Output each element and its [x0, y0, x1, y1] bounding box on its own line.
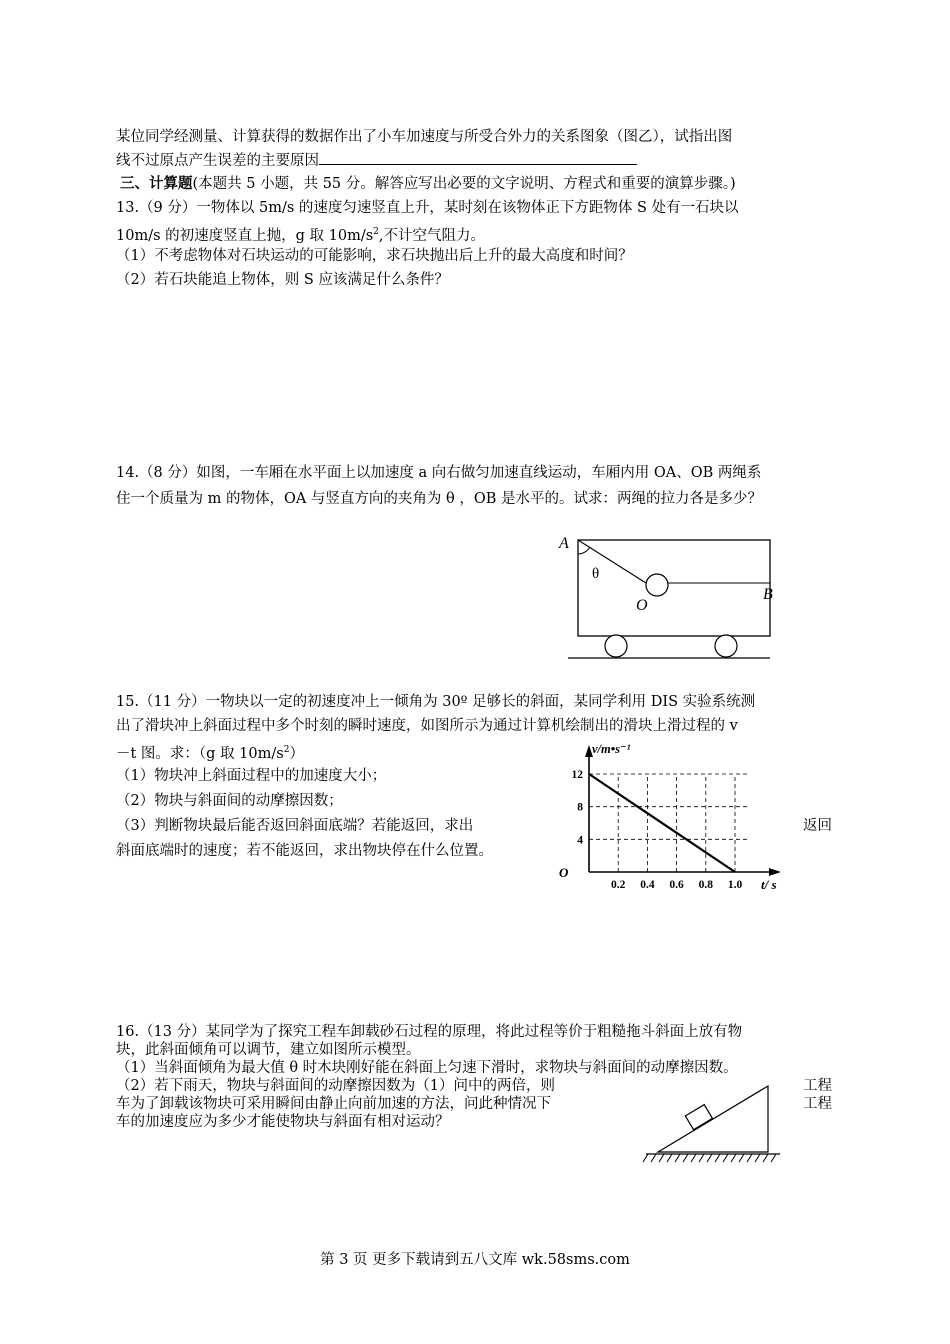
- y-tick-label-1: 8: [577, 801, 583, 814]
- q16-line-1: 16.（13 分）某同学为了探究工程车卸载砂石过程的原理，将此过程等价于粗糙拖斗斜面上放有物: [116, 1024, 743, 1040]
- q15-line-3b: ）: [289, 745, 304, 762]
- q16-sub-3: 车为了卸载该物块可采用瞬间由静止向前加速的方法，问此种情况下: [116, 1096, 551, 1112]
- q13-line-1: 13.（9 分）一物体以 5m/s 的速度匀速竖直上升，某时刻在该物体正下方距物体 S 处有一石块以: [116, 200, 739, 216]
- intro-line-1: 某位同学经测量、计算获得的数据作出了小车加速度与所受合外力的关系图象（图乙），试指出图: [116, 129, 733, 145]
- q15-line-3a: －t 图。求：（g 取 10m/s: [116, 745, 284, 762]
- q15-sub-3-right: 返回: [803, 818, 832, 834]
- label-b: B: [763, 586, 773, 603]
- q16-sub-4: 车的加速度应为多少才能使物块与斜面有相对运动？: [116, 1114, 450, 1130]
- cart-box: [578, 540, 770, 636]
- x-tick-label-2: 0.6: [669, 879, 684, 891]
- intro-line-2-text: 线不过原点产生误差的主要原因: [116, 153, 319, 169]
- q13-sub-2: （2）若石块能追上物体，则 S 应该满足什么条件？: [116, 272, 449, 288]
- q15-line-2: 出了滑块冲上斜面过程中多个时刻的瞬时速度，如图所示为通过计算机绘制出的滑块上滑过程的 v: [116, 718, 738, 734]
- hanging-mass: [646, 574, 668, 596]
- x-axis-arrow: [769, 868, 781, 876]
- q13-line-2: [116, 222, 485, 246]
- q16-sub-2: （2）若下雨天，物块与斜面间的动摩擦因数为（1）问中的两倍，则: [116, 1078, 555, 1094]
- vt-chart: [555, 737, 795, 897]
- q15-line-3: [116, 740, 304, 764]
- block-on-incline: [685, 1105, 712, 1130]
- angle-arc: [578, 547, 590, 554]
- y-axis-label: v/m•s⁻¹: [592, 742, 631, 756]
- q15-sub-3: （3）判断物块最后能否返回斜面底端？若能返回，求出: [116, 818, 474, 834]
- q16-line-2: 块，此斜面倾角可以调节，建立如图所示模型。: [116, 1042, 421, 1058]
- x-tick-label-0: 0.2: [611, 879, 626, 891]
- label-theta: θ: [592, 566, 600, 582]
- rope-oa: [578, 540, 646, 583]
- q14-line-1: 14.（8 分）如图，一车厢在水平面上以加速度 a 向右做匀加速直线运动，车厢内用 OA、OB 两绳系: [116, 465, 762, 481]
- x-axis-label: t/ s: [761, 877, 777, 892]
- origin-label: O: [559, 865, 569, 880]
- q15-sub-4: 斜面底端时的速度；若不能返回，求出物块停在什么位置。: [116, 843, 493, 859]
- answer-blank-line: [319, 150, 637, 165]
- wheel-left: [605, 635, 627, 657]
- section-3-header: [120, 174, 736, 194]
- q16-sub-1: （1）当斜面倾角为最大值 θ 时木块刚好能在斜面上匀速下滑时，求物块与斜面间的动摩擦因数。: [116, 1060, 738, 1076]
- incline-triangle: [658, 1086, 768, 1152]
- q13-sup: 2: [373, 227, 379, 237]
- x-tick-label-3: 0.8: [698, 879, 713, 891]
- q16-sub-3-right: 工程: [803, 1096, 832, 1112]
- page-footer: 第 3 页 更多下载请到五八文库 wk.58sms.com: [320, 1252, 630, 1268]
- x-tick-label-4: 1.0: [727, 879, 743, 891]
- q14-line-2: 住一个质量为 m 的物体，OA 与竖直方向的夹角为 θ ，OB 是水平的。试求：两绳的拉力各是多少？: [116, 491, 763, 507]
- y-tick-label-0: 4: [577, 834, 583, 847]
- label-o: O: [636, 597, 648, 614]
- y-tick-label-2: 12: [571, 769, 583, 781]
- section-3-desc: (本题共 5 小题，共 55 分。解答应写出必要的文字说明、方程式和重要的演算步骤。): [192, 176, 736, 192]
- q15-sup: 2: [283, 745, 290, 755]
- x-tick-label-1: 0.4: [640, 879, 655, 891]
- q16-sub-2-right: 工程: [803, 1078, 832, 1094]
- q14-cart-figure: [550, 528, 780, 668]
- q15-line-1: 15.（11 分）一物块以一定的初速度冲上一倾角为 30º 足够长的斜面，某同学利用 DIS 实验系统测: [116, 694, 756, 710]
- label-a: A: [559, 535, 569, 552]
- velocity-line: [589, 774, 735, 872]
- q13-line-2a: 10m/s 的初速度竖直上抛，g 取 10m/s: [116, 227, 374, 244]
- q13-line-2b: ,不计空气阻力。: [378, 227, 486, 244]
- ground-hatching: [643, 1154, 776, 1162]
- q15-sub-2: （2）物块与斜面间的动摩擦因数；: [116, 793, 343, 809]
- intro-line-2: [116, 150, 637, 171]
- q15-sub-1: （1）物块冲上斜面过程中的加速度大小；: [116, 768, 387, 784]
- q16-incline-figure: [640, 1080, 790, 1170]
- section-3-label: 三、计算题: [120, 175, 193, 192]
- q13-sub-1: （1）不考虑物体对石块运动的可能影响，求石块抛出后上升的最大高度和时间？: [116, 248, 633, 264]
- wheel-right: [715, 635, 737, 657]
